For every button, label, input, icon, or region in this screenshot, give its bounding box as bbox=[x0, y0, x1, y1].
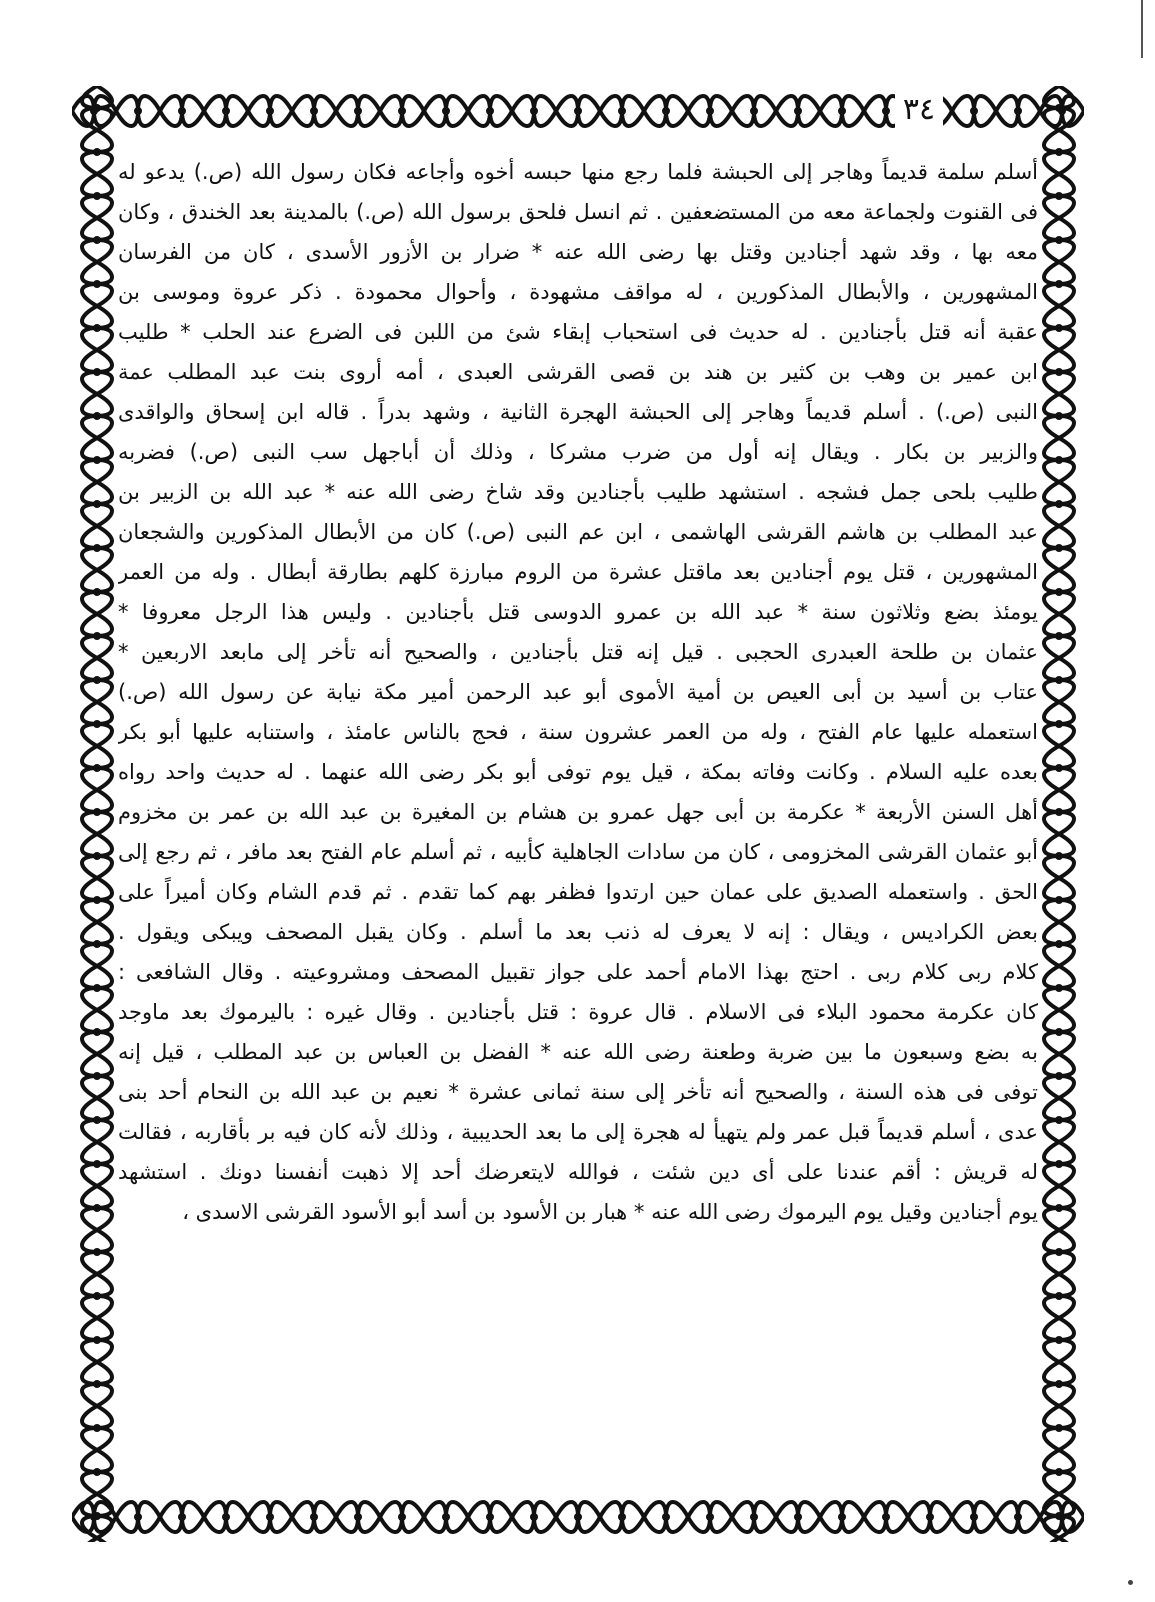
text-line: المشهورين ، والأبطال المذكورين ، له مواقف مشهودة ، وأحوال محمودة . ذكر عروة وموسى بن bbox=[118, 280, 1038, 304]
text-line: له قريش : أقم عندنا على أى دين شئت ، فوالله لايتعرضك أحد إلا ذهبت أنفسنا دونك . استشهد bbox=[118, 1160, 1038, 1184]
text-line: يومئذ بضع وثلاثون سنة * عبد الله بن عمرو الدوسى قتل بأجنادين . وليس هذا الرجل معروفا * bbox=[118, 600, 1038, 624]
text-line: أهل السنن الأربعة * عكرمة بن أبى جهل عمرو بن هشام بن المغيرة بن عبد الله بن عمر بن مخزوم bbox=[118, 800, 1038, 824]
scan-speck bbox=[1128, 1580, 1133, 1585]
text-line: النبى (ص.) . أسلم قديماً وهاجر إلى الحبشة الهجرة الثانية ، وشهد بدراً . قاله ابن إسحاق والواقدى bbox=[118, 400, 1038, 424]
text-line: يوم أجنادين وقيل يوم اليرموك رضى الله عنه * هبار بن الأسود بن أسد أبو الأسود القرشى الاسدى ، bbox=[182, 1200, 1038, 1224]
text-line: به بضع وسبعون ما بين ضربة وطعنة رضى الله عنه * الفضل بن العباس بن عبد المطلب ، قيل إنه bbox=[118, 1040, 1038, 1064]
text-line: ابن عمير بن وهب بن كثير بن هند بن قصى القرشى العبدى ، أمه أروى بنت عبد المطلب عمة bbox=[118, 360, 1038, 384]
page-body-text bbox=[118, 152, 1038, 1482]
scan-edge-mark bbox=[1141, 0, 1143, 58]
text-line: المشهورين ، قتل يوم أجنادين بعد ماقتل عشرة من الروم مبارزة كلهم بطارقة أبطال . وله من العمر bbox=[118, 560, 1038, 584]
text-line: عثمان بن طلحة العبدرى الحجبى . قيل إنه قتل بأجنادين ، والصحيح أنه تأخر إلى مابعد الاربعين * bbox=[118, 640, 1038, 664]
text-line: والزبير بن بكار . ويقال إنه أول من ضرب مشركا ، وذلك أن أباجهل سب النبى (ص.) فضربه bbox=[118, 440, 1038, 464]
text-line: استعمله عليها عام الفتح ، وله من العمر عشرون سنة ، فحج بالناس عامئذ ، واستنابه عليها أبو بكر bbox=[118, 720, 1038, 744]
text-line: معه بها ، وقد شهد أجنادين وقتل بها رضى الله عنه * ضرار بن الأزور الأسدى ، كان من الفرسان bbox=[118, 240, 1038, 264]
text-line: بعده عليه السلام . وكانت وفاته بمكة ، قيل يوم توفى أبو بكر رضى الله عنهما . له حديث واحد رواه bbox=[118, 760, 1038, 784]
text-line: كلام ربى كلام ربى . احتج بهذا الامام أحمد على جواز تقبيل المصحف ومشروعيته . وقال الشافعى : bbox=[118, 960, 1038, 984]
text-line: أبو عثمان القرشى المخزومى ، كان من سادات الجاهلية كأبيه ، ثم أسلم عام الفتح بعد مافر ، ثم رجع إلى bbox=[118, 840, 1038, 864]
border-right bbox=[1034, 86, 1084, 1542]
border-bottom bbox=[72, 1492, 1084, 1542]
text-line: عتاب بن أسيد بن أبى العيص بن أمية الأموى أبو عبد الرحمن أمير مكة نيابة عن رسول الله (ص.) bbox=[118, 680, 1038, 704]
text-line: توفى فى هذه السنة ، والصحيح أنه تأخر إلى سنة ثمانى عشرة * نعيم بن عبد الله بن النحام أحد بنى bbox=[118, 1080, 1038, 1104]
text-line: طليب بلحى جمل فشجه . استشهد طليب بأجنادين وقد شاخ رضى الله عنه * عبد الله بن الزبير بن bbox=[118, 480, 1038, 504]
text-line: الحق . واستعمله الصديق على عمان حين ارتدوا فظفر بهم كما تقدم . ثم قدم الشام وكان أميراً على bbox=[118, 880, 1038, 904]
text-line: عقبة أنه قتل بأجنادين . له حديث فى استحباب إبقاء شئ من اللبن فى الضرع عند الحلب * طليب bbox=[118, 320, 1038, 344]
text-line: عدى ، أسلم قديماً قبل عمر ولم يتهيأ له هجرة إلى ما بعد الحديبية ، وذلك لأنه كان فيه بر بأقاربه ، فقالت bbox=[118, 1120, 1038, 1144]
text-line: بعض الكراديس ، ويقال : إنه لا يعرف له ذنب بعد ما أسلم . وكان يقبل المصحف ويبكى ويقول . bbox=[118, 920, 1038, 944]
text-line: أسلم سلمة قديماً وهاجر إلى الحبشة فلما رجع منها حبسه أخوه وأجاعه فكان رسول الله (ص.) يدعو له bbox=[118, 160, 1038, 184]
text-line: كان عكرمة محمود البلاء فى الاسلام . قال عروة : قتل بأجنادين . وقال غيره : باليرموك بعد ماوجد bbox=[118, 1000, 1038, 1024]
border-left bbox=[72, 86, 122, 1542]
text-line: عبد المطلب بن هاشم القرشى الهاشمى ، ابن عم النبى (ص.) كان من الأبطال المذكورين والشجعان bbox=[118, 520, 1038, 544]
text-line: فى القنوت ولجماعة معه من المستضعفين . ثم انسل فلحق برسول الله (ص.) بالمدينة بعد الخندق ، وكان bbox=[118, 200, 1038, 224]
page-number: ٣٤ bbox=[895, 88, 943, 132]
